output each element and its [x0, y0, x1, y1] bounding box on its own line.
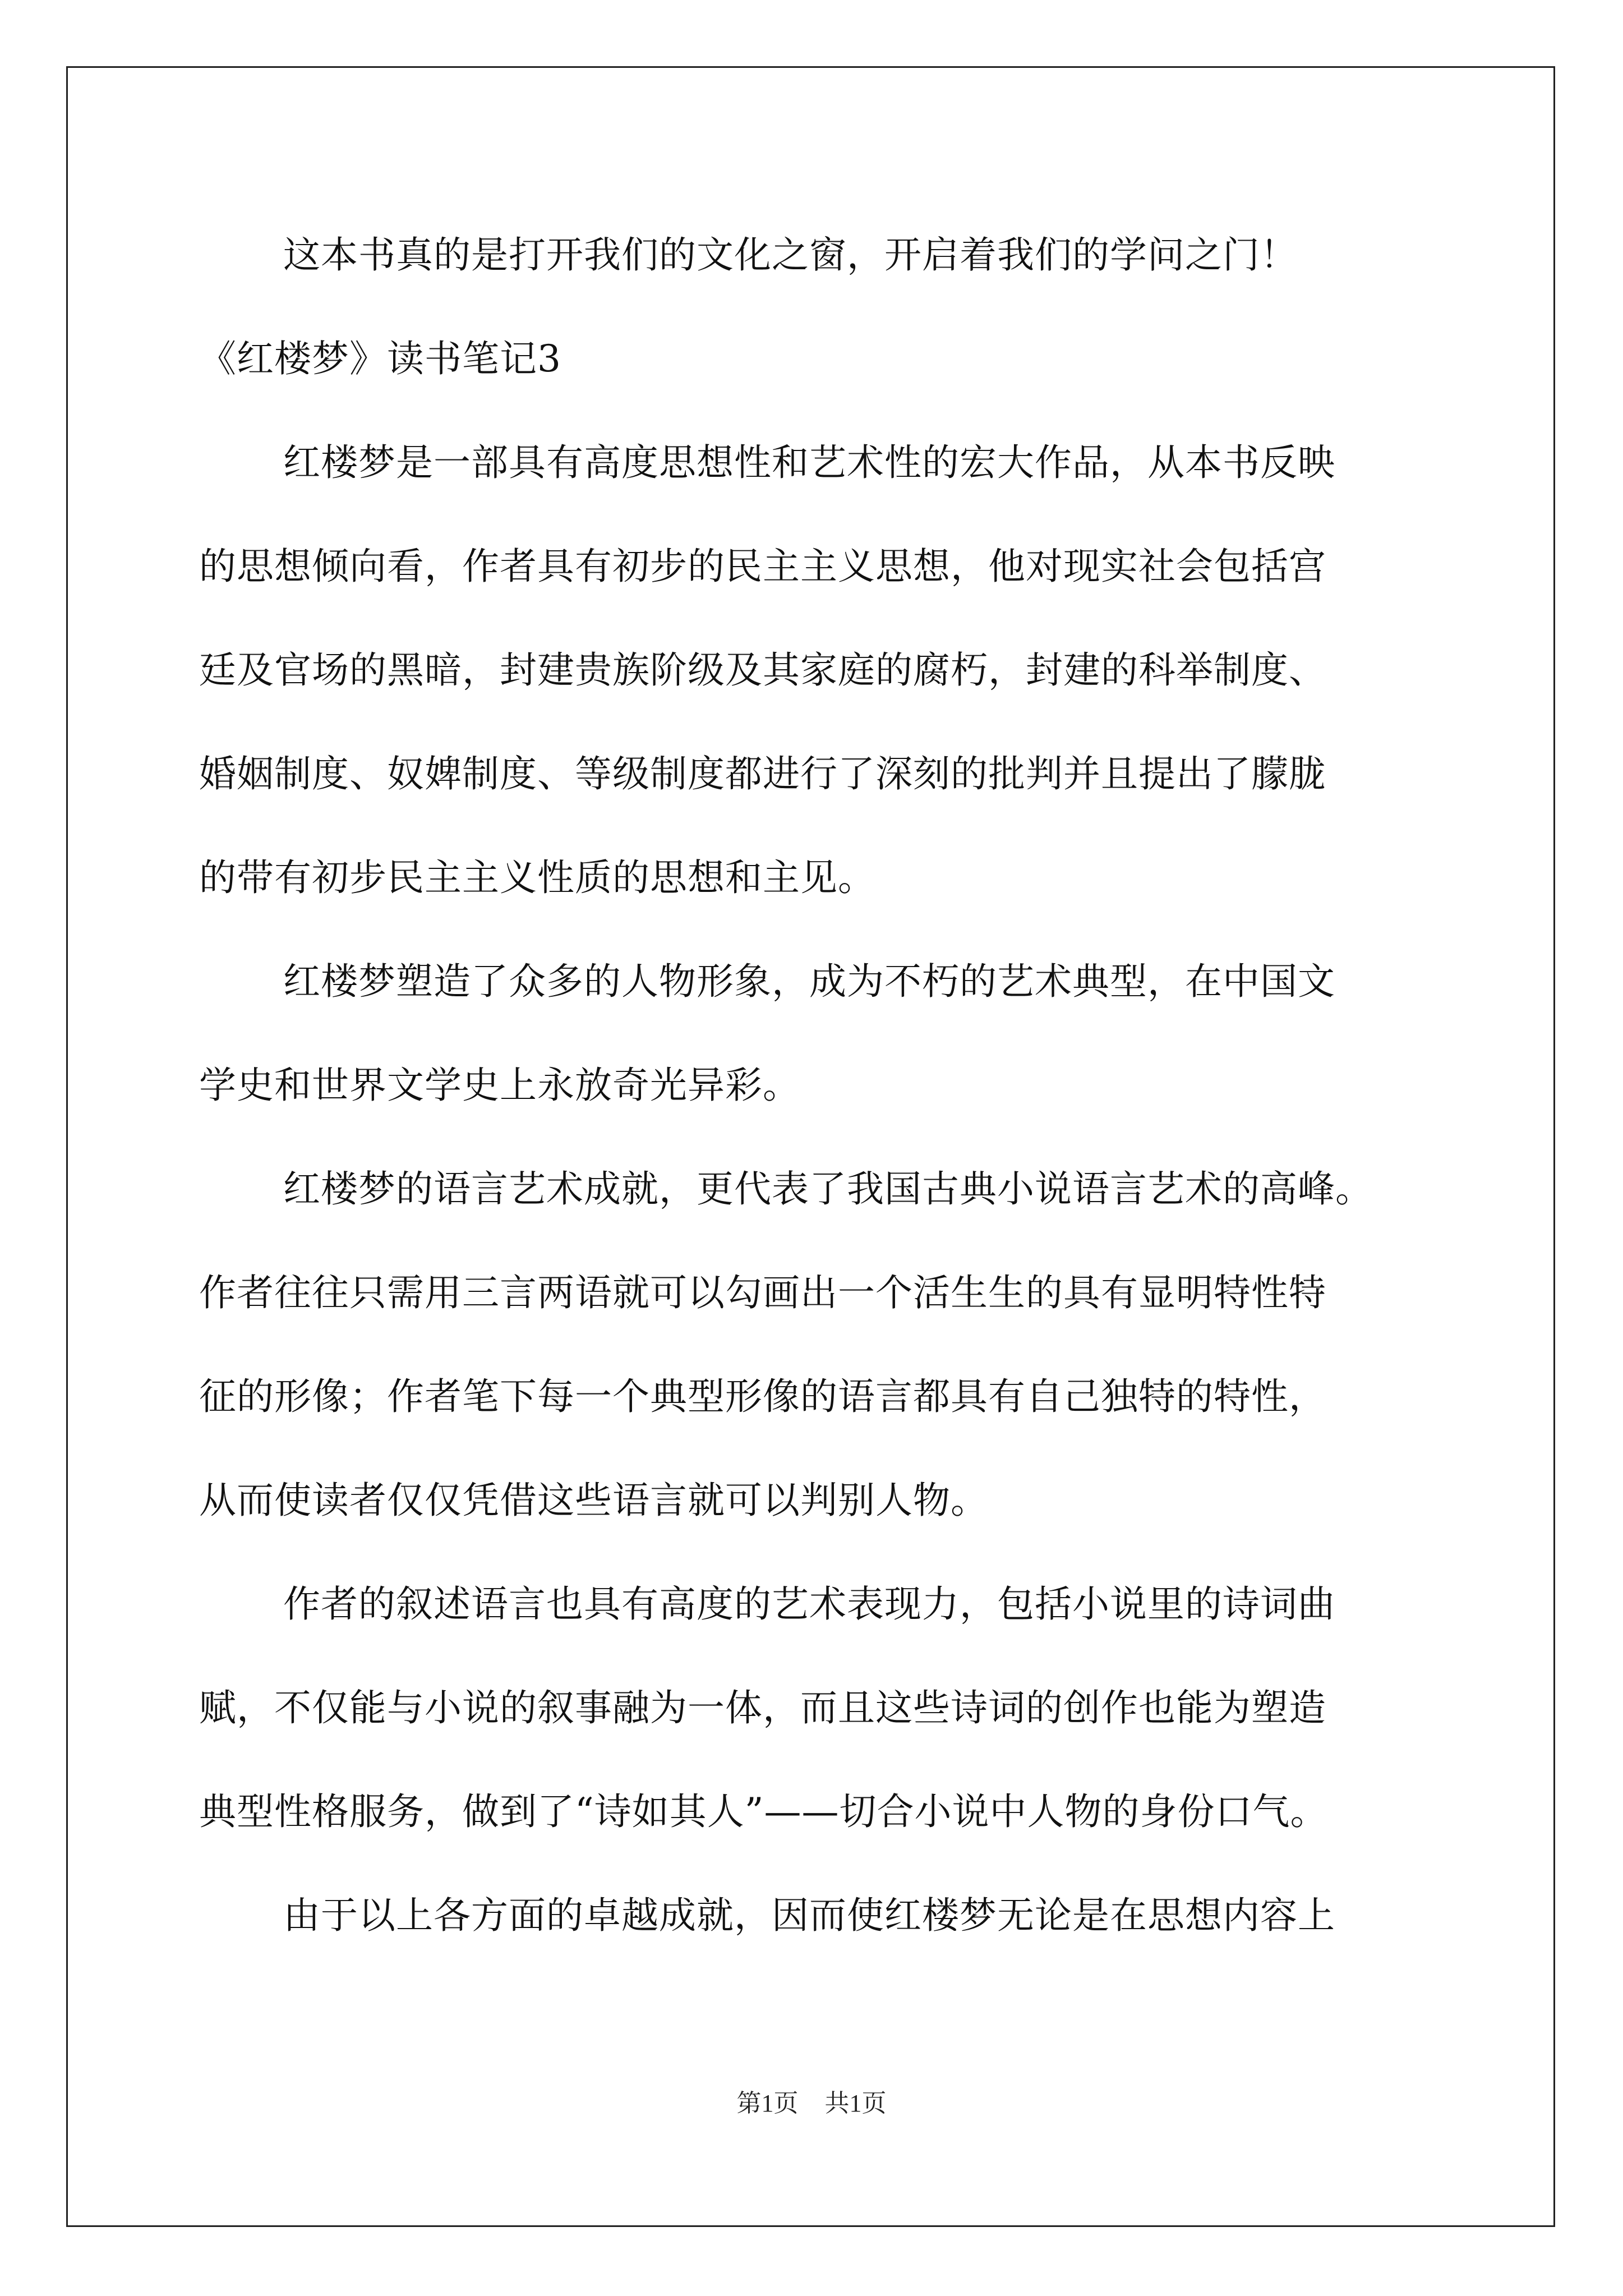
page-total: 共1页: [824, 2090, 887, 2117]
paragraph-line: 典型性格服务，做到了“诗如其人”——切合小说中人物的身份口气。: [199, 1790, 1328, 1833]
paragraph-line: 廷及官场的黑暗，封建贵族阶级及其家庭的腐朽，封建的科举制度、: [199, 648, 1326, 692]
paragraph-line: 由于以上各方面的卓越成就，因而使红楼梦无论是在思想内容上: [283, 1894, 1335, 1937]
paragraph-line: 学史和世界文学史上永放奇光异彩。: [199, 1064, 800, 1107]
paragraph-line: 作者往往只需用三言两语就可以勾画出一个活生生的具有显明特性特: [199, 1271, 1326, 1314]
page-number: 第1页: [736, 2090, 799, 2117]
paragraph-line: 赋，不仅能与小说的叙事融为一体，而且这些诗词的创作也能为塑造: [199, 1686, 1326, 1729]
page-footer: [0, 2087, 1623, 2120]
paragraph-line: 红楼梦塑造了众多的人物形象，成为不朽的艺术典型，在中国文: [283, 960, 1335, 1003]
paragraph-line: 作者的叙述语言也具有高度的艺术表现力，包括小说里的诗词曲: [283, 1582, 1335, 1626]
paragraph-line: 从而使读者仅仅凭借这些语言就可以判别人物。: [199, 1479, 988, 1522]
section-heading: 《红楼梦》读书笔记3: [199, 337, 561, 380]
paragraph-line: 征的形像；作者笔下每一个典型形像的语言都具有自己独特的特性，: [199, 1375, 1326, 1418]
paragraph-line: 的思想倾向看，作者具有初步的民主主义思想，他对现实社会包括宫: [199, 545, 1326, 588]
paragraph-line: 红楼梦的语言艺术成就，更代表了我国古典小说语言艺术的高峰。: [283, 1167, 1373, 1211]
paragraph-line: 红楼梦是一部具有高度思想性和艺术性的宏大作品，从本书反映: [283, 441, 1335, 484]
paragraph-line: 婚姻制度、奴婢制度、等级制度都进行了深刻的批判并且提出了朦胧: [199, 752, 1326, 795]
paragraph-line: 这本书真的是打开我们的文化之窗，开启着我们的学问之门！: [283, 233, 1298, 277]
paragraph-line: 的带有初步民主主义性质的思想和主见。: [199, 856, 875, 899]
